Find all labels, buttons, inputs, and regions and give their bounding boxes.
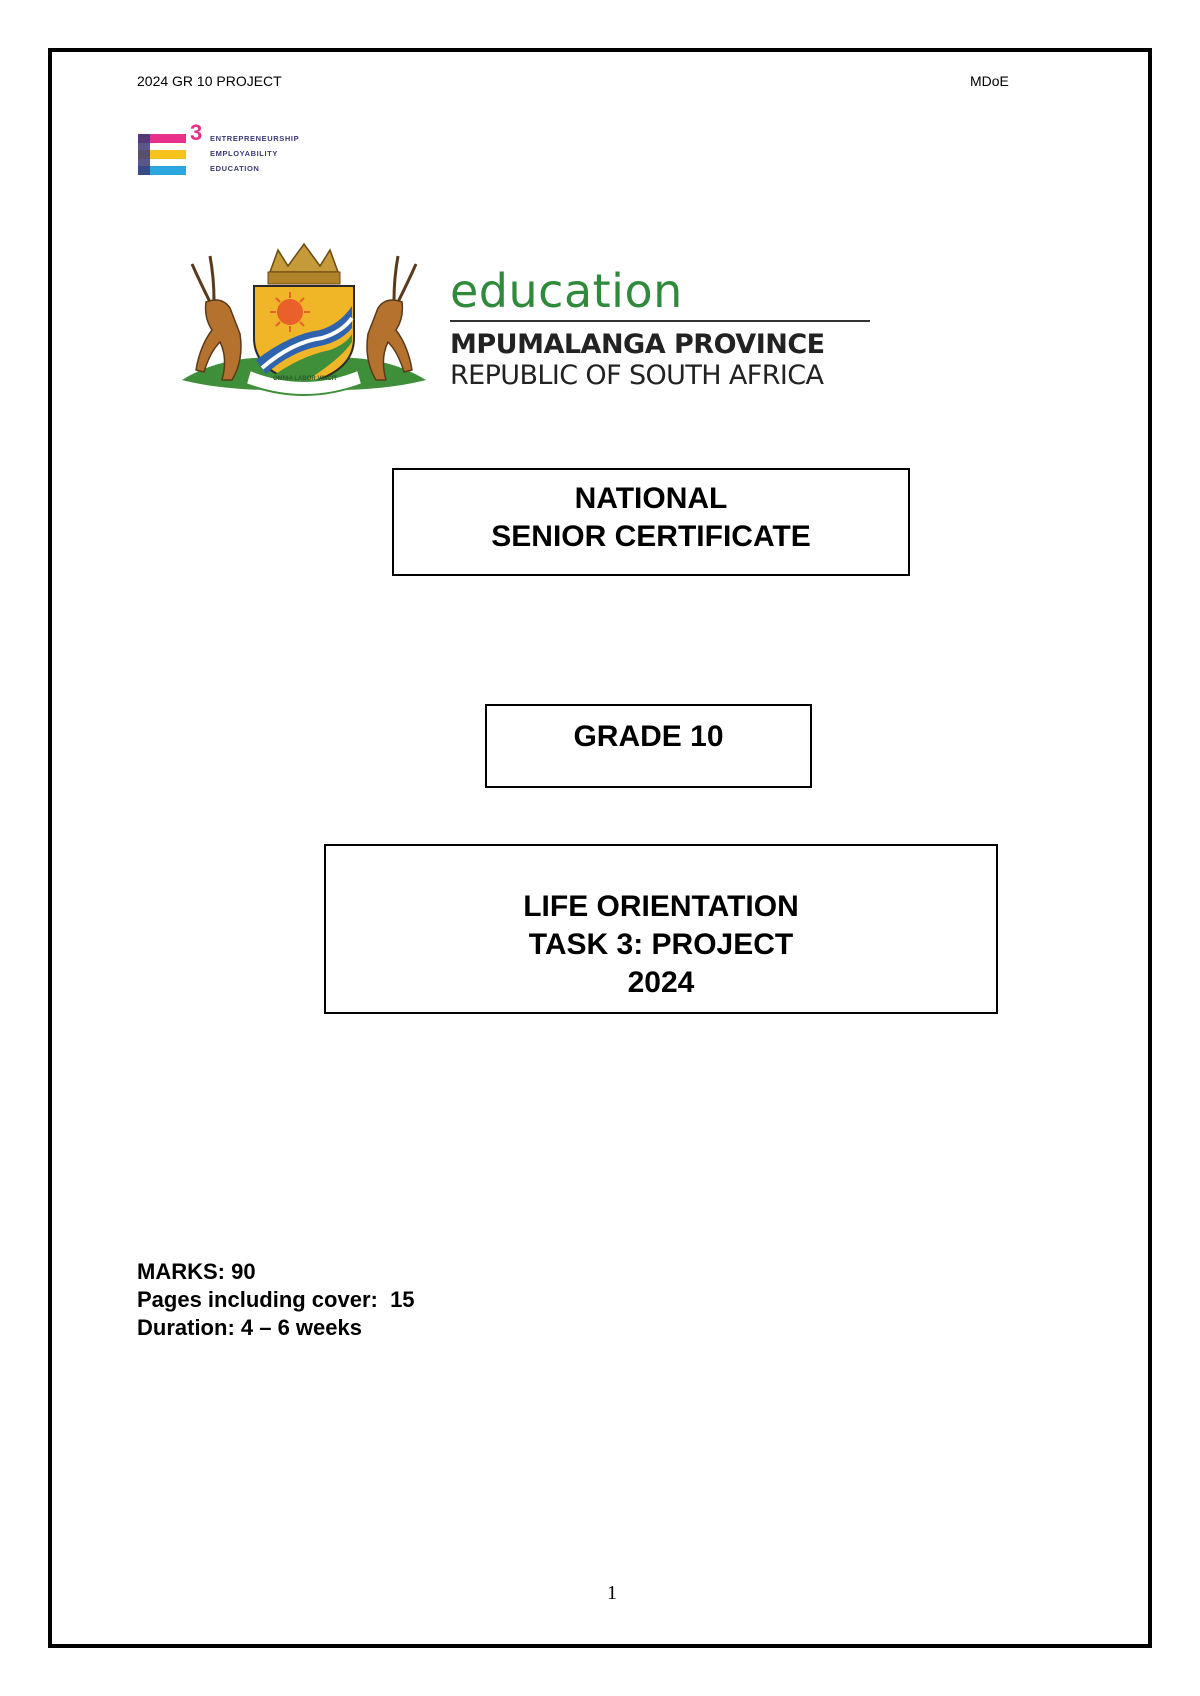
e3-logo <box>138 120 338 176</box>
certificate-line-2: SENIOR CERTIFICATE <box>491 520 811 553</box>
province-name: MPUMALANGA PROVINCE <box>450 329 825 360</box>
page-number: 1 <box>607 1582 617 1604</box>
subject-box <box>324 844 998 1014</box>
education-wordmark: education <box>450 264 683 318</box>
e3-word-education: EDUCATION <box>210 164 260 173</box>
subject-line-1: LIFE ORIENTATION <box>523 890 799 923</box>
duration-line: Duration: 4 – 6 weeks <box>137 1315 362 1340</box>
education-rule <box>450 320 870 322</box>
e3-word-employability: EMPLOYABILITY <box>210 149 278 158</box>
header-left: 2024 GR 10 PROJECT <box>137 73 282 89</box>
paper-details <box>137 1258 415 1342</box>
e3-bar-accent <box>138 134 150 175</box>
header-right: MDoE <box>970 73 1009 89</box>
country-name: REPUBLIC OF SOUTH AFRICA <box>450 360 824 391</box>
certificate-line-1: NATIONAL <box>574 482 728 515</box>
coat-of-arms <box>170 242 438 412</box>
pages-line: Pages including cover: 15 <box>137 1287 415 1312</box>
subject-line-2: TASK 3: PROJECT <box>528 928 794 961</box>
grade-box <box>485 704 812 788</box>
certificate-box <box>392 468 910 576</box>
coat-of-arms-icon <box>170 242 438 412</box>
marks-line: MARKS: 90 <box>137 1259 256 1284</box>
e3-number: 3 <box>190 120 203 145</box>
crest-motto: OMNIA LABOR VINCIT <box>272 376 338 382</box>
grade-label: GRADE 10 <box>573 720 724 753</box>
e3-word-entrepreneurship: ENTREPRENEURSHIP <box>210 134 300 143</box>
subject-line-3: 2024 <box>627 966 695 999</box>
